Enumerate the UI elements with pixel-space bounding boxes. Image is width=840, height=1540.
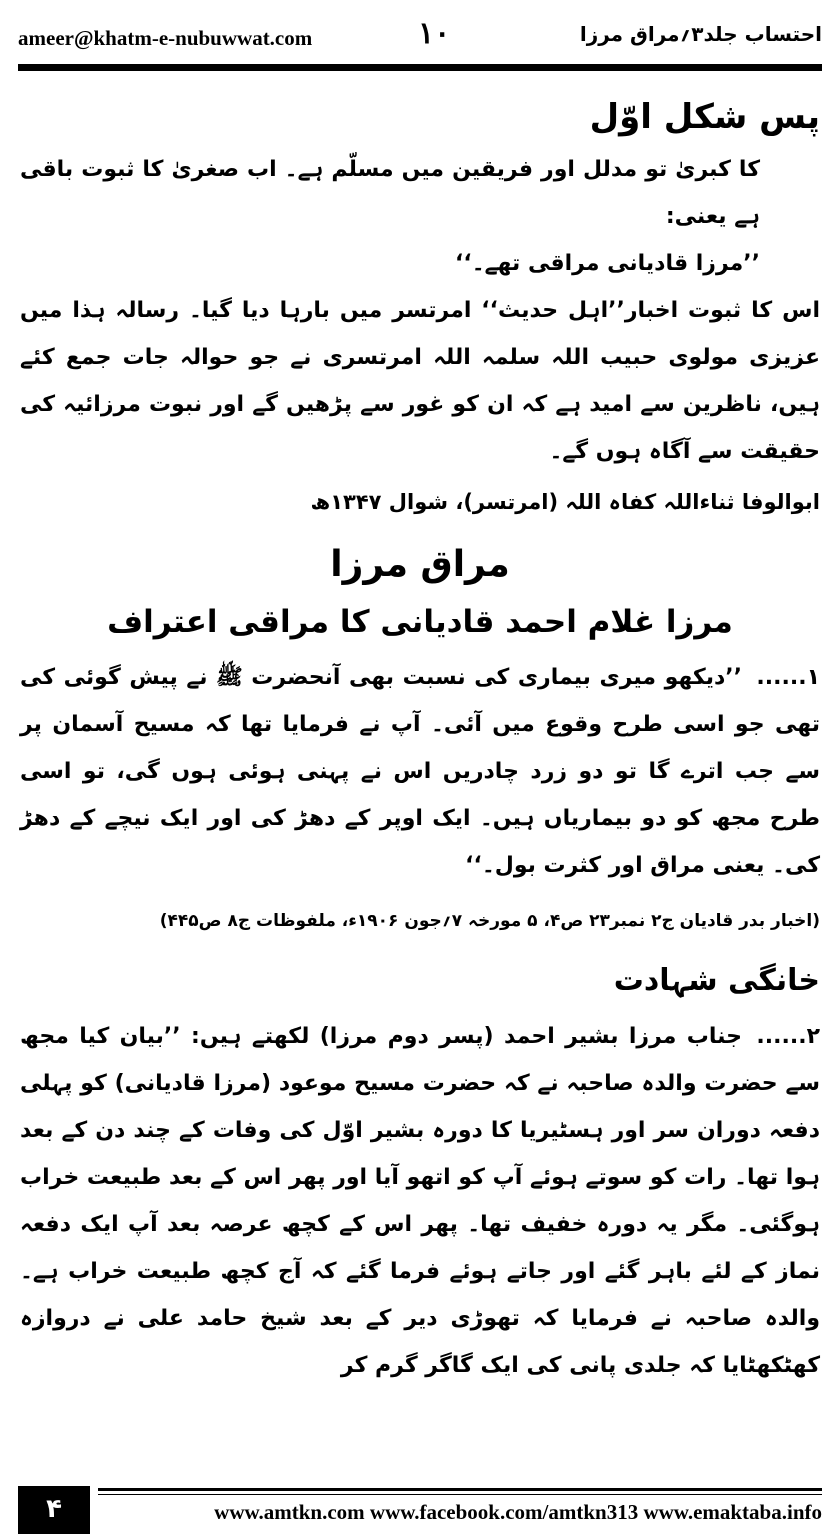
- footer-links: www.amtkn.com www.facebook.com/amtkn313 www.emaktaba.info: [214, 1500, 822, 1524]
- page-header: [18, 14, 822, 54]
- paragraph-premise: کا کبریٰ تو مدلل اور فریقین میں مسلّم ہے۔ اب صغریٰ کا ثبوت باقی ہے یعنی:: [20, 157, 760, 229]
- header-email: ameer@khatm-e-nubuwwat.com: [18, 26, 313, 50]
- header-page-number: ۱۰: [418, 16, 451, 51]
- item-2-text: جناب مرزا بشیر احمد (پسر دوم مرزا) لکھتے ہیں: ’’بیان کیا مجھ سے حضرت والدہ صاحبہ نے کہ حضرت مسیح موعود (مرزا قادیانی) کو پہلی دفعہ دوران سر اور ہسٹیریا کا دورہ بشیر اوّل کی وفات کے چند دن کے بعد ہوا تھا۔ رات کو سوتے ہوئے آپ کو اتھو آیا اور پھر اس کے بعد طبیعت خراب ہوگئی۔ مگر یہ دورہ خفیف تھا۔ پھر اس کے کچھ عرصہ بعد آپ ایک دفعہ نماز کے لئے باہر گئے اور جاتے ہوئے فرما گئے کہ آج کچھ طبیعت خراب ہے۔ والدہ صاحبہ نے فرمایا کہ تھوڑی دیر کے بعد شیخ حامد علی نے دروازہ کھٹکھٹایا کہ جلدی پانی کی ایک گاگر گرم کر: [20, 1024, 820, 1378]
- item-1-text: ’’دیکھو میری بیماری کی نسبت بھی آنحضرت ﷺ نے پیش گوئی کی تھی جو اسی طرح وقوع میں آئی۔ آپ نے فرمایا تھا کہ مسیح آسمان پر سے جب اترے گا تو دو زرد چادریں اس نے پہنی ہوئی ہوں گی، تو اسی طرح مجھ کو دو بیماریاں ہیں۔ ایک اوپر کے دھڑ کی اور ایک نیچے کے دھڑ کی۔ یعنی مراق اور کثرت بول۔‘‘: [20, 665, 820, 878]
- heading-household-testimony: خانگی شہادت: [613, 963, 820, 998]
- paragraph-quote: ’’مرزا قادیانی مراقی تھے۔‘‘: [455, 251, 760, 276]
- page-footer: [18, 1486, 822, 1534]
- header-book-title: احتساب جلد۳؍مراق مرزا: [579, 22, 822, 46]
- heading-first-figure: پس شکل اوّل: [589, 97, 820, 137]
- header-rule: [18, 64, 822, 71]
- footer-rule-thin: [98, 1494, 822, 1495]
- item-2-number: ۲......: [756, 1024, 820, 1049]
- item-2: [20, 1013, 820, 1389]
- item-1: [20, 654, 820, 889]
- signature-line: ابوالوفا ثناءاللہ کفاہ اللہ (امرتسر)، شوال ۱۳۴۷ھ: [310, 490, 820, 514]
- section-subtitle: مرزا غلام احمد قادیانی کا مراقی اعتراف: [107, 604, 733, 640]
- paragraph-proof: اس کا ثبوت اخبار’’اہل حدیث‘‘ امرتسر میں بارہا دیا گیا۔ رسالہ ہذا میں عزیزی مولوی حبیب اللہ سلمہ اللہ امرتسری نے جو حوالہ جات جمع کئے ہیں، ناظرین سے امید ہے کہ ان کو غور سے پڑھیں گے اور نبوت مرزائیہ کی حقیقت سے آگاہ ہوں گے۔: [20, 298, 820, 464]
- footer-rule: [98, 1488, 822, 1491]
- page-body: [20, 88, 820, 1389]
- footer-page-box: ۴: [18, 1486, 90, 1534]
- item-1-number: ۱......: [756, 665, 820, 690]
- section-title: مراق مرزا: [330, 544, 510, 585]
- item-1-reference: (اخبار بدر قادیان ج۲ نمبر۲۳ ص۴، ۵ مورخہ ۷؍جون ۱۹۰۶ء، ملفوظات ج۸ ص۴۴۵): [159, 911, 820, 931]
